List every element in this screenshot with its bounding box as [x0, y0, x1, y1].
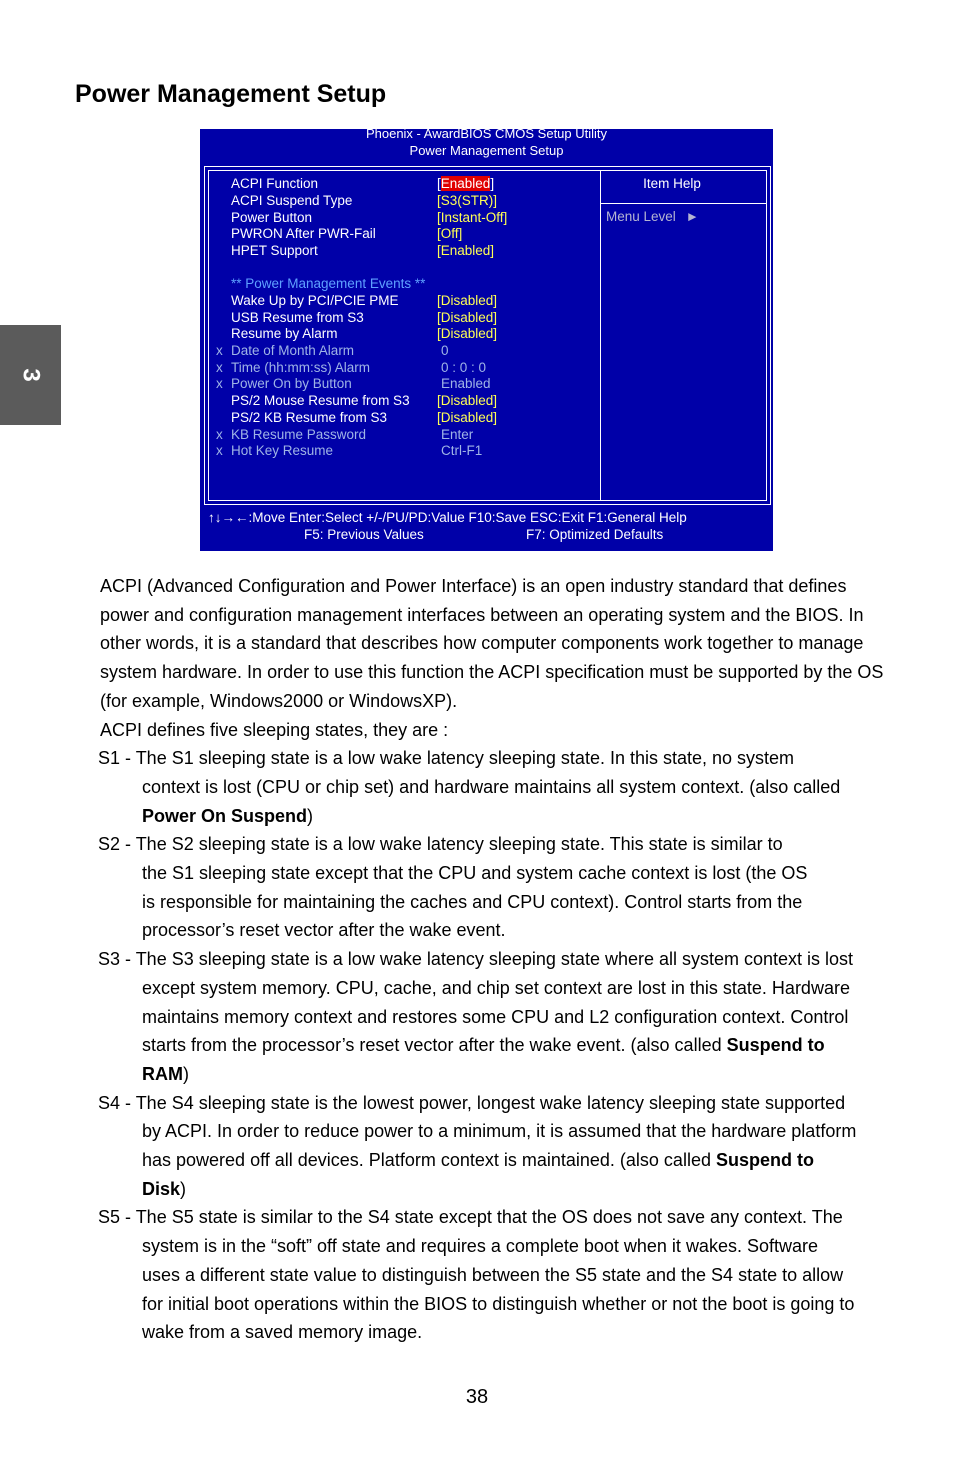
s4-bold-term: Suspend to	[715, 1150, 814, 1171]
bios-row-value: 0 : 0 : 0	[441, 360, 487, 375]
selected-value: Enabled	[440, 176, 491, 191]
s1-bold-term: Power On Suspend	[142, 805, 308, 826]
bios-header-subtitle: Power Management Setup	[409, 143, 564, 158]
bios-footer-prev: F5: Previous Values	[304, 527, 424, 542]
intro-paragraph: ACPI (Advanced Configuration and Power Interface) is an open industry standard that defines power and configuration management interfaces between an operating system and the BIOS. In other words, it is a standard that describes how computer components work together to manage system hardware. In order to use this function the ACPI specification must be supported by the OS (for example, Windows2000 or WindowsXP).	[100, 576, 884, 711]
bios-footer-opt: F7: Optimized Defaults	[526, 527, 664, 542]
bios-row-label: KB Resume Password	[231, 427, 367, 442]
bios-row-label: PS/2 KB Resume from S3	[231, 410, 388, 425]
s4-entry: S4 - The S4 sleeping state is the lowest power, longest wake latency sleeping state supported by ACPI. In order to reduce power to a minimum, it is assumed that the hardware platform has powered off all devices. Platform context is maintained. (also called Suspend to Disk)	[98, 1092, 857, 1199]
menu-level-label: Menu Level	[606, 209, 676, 224]
bios-row-label: ACPI Suspend Type	[231, 193, 353, 208]
bios-row-label: PS/2 Mouse Resume from S3	[231, 393, 410, 408]
bios-row-label: PWRON After PWR-Fail	[231, 226, 376, 241]
bios-row-value: Enter	[441, 427, 474, 442]
bios-help-separator	[601, 203, 766, 204]
bios-row-label: USB Resume from S3	[231, 310, 364, 325]
s5-entry: S5 - The S5 state is similar to the S4 state except that the OS does not save any context. The system is in the “soft” off state and requires a complete boot when it wakes. Software uses a different state value to distinguish between the S5 state and the S4 state to allow for initial boot operations within the BIOS to distinguish whether or not the boot is going to wake from a saved memory image.	[98, 1207, 855, 1343]
menu-level	[606, 209, 699, 224]
bios-row-label: HPET Support	[231, 243, 318, 258]
chapter-tab	[0, 325, 61, 425]
disabled-marker: x	[216, 360, 223, 375]
page-title: Power Management Setup	[75, 80, 387, 108]
disabled-marker: x	[216, 343, 223, 358]
bios-row-value: Ctrl-F1	[441, 443, 483, 458]
bios-row-value: [Disabled]	[437, 310, 498, 325]
events-heading: ** Power Management Events **	[231, 276, 426, 291]
bios-footer-keys: ↑↓→←:Move Enter:Select +/-/PU/PD:Value F10:Save ESC:Exit F1:General Help	[208, 510, 687, 525]
bios-row-label: Power Button	[231, 210, 313, 225]
s3-bold-term: Suspend to	[726, 1035, 825, 1056]
bios-row-value-selected: [Enabled]	[437, 176, 495, 191]
bios-row-value: [Instant-Off]	[437, 210, 508, 225]
bios-row-value: Enabled	[441, 376, 491, 391]
bios-row-label: ACPI Function	[231, 176, 319, 191]
item-help-title: Item Help	[643, 176, 701, 191]
bios-row-label: Resume by Alarm	[231, 326, 338, 341]
s2-entry: S2 - The S2 sleeping state is a low wake latency sleeping state. This state is similar to the S1 sleeping state except that the CPU and system cache context is lost (the OS is responsible for maintaining the caches and CPU context). Control starts from the processor’s reset vector after the wake event.	[98, 834, 808, 941]
bios-row-value: [Disabled]	[437, 410, 498, 425]
bios-row-value: 0	[441, 343, 449, 358]
s3-bold-term-cont: RAM	[142, 1063, 183, 1084]
disabled-marker: x	[216, 443, 223, 458]
bios-row-label: Time (hh:mm:ss) Alarm	[231, 360, 371, 375]
bios-row-value: [Disabled]	[437, 326, 498, 341]
bios-screenshot	[200, 126, 773, 551]
disabled-marker: x	[216, 376, 223, 391]
bios-header-title: Phoenix - AwardBIOS CMOS Setup Utility	[365, 126, 608, 141]
disabled-marker: x	[216, 427, 223, 442]
s4-bold-term-cont: Disk	[142, 1178, 181, 1199]
bios-help-divider	[600, 170, 601, 501]
page-number: 38	[465, 1386, 489, 1408]
bios-row-value: [Disabled]	[437, 293, 498, 308]
bios-row-value: [Disabled]	[437, 393, 498, 408]
bios-row-value: [Enabled]	[437, 243, 495, 258]
bios-row-value: [Off]	[437, 226, 463, 241]
bios-row-value: [S3(STR)]	[437, 193, 498, 208]
body-text	[100, 572, 910, 1347]
bios-row-label: Date of Month Alarm	[231, 343, 355, 358]
s1-entry: S1 - The S1 sleeping state is a low wake latency sleeping state. In this state, no system context is lost (CPU or chip set) and hardware maintains all system context. (also called Power On Suspend)	[98, 748, 841, 826]
chapter-number: 3	[17, 368, 45, 382]
bios-row-label: Wake Up by PCI/PCIE PME	[231, 293, 399, 308]
s3-entry: S3 - The S3 sleeping state is a low wake latency sleeping state where all system context is lost except system memory. CPU, cache, and chip set context are lost in this state. Hardware maintains memory context and restores some CPU and L2 configuration context. Control starts from the processor’s reset vector after the wake event. (also called Suspend to RAM)	[98, 949, 854, 1084]
bios-row-label: Hot Key Resume	[231, 443, 334, 458]
five-states-line: ACPI defines five sleeping states, they are :	[100, 719, 449, 740]
triangle-right-icon: ►	[685, 209, 699, 224]
bios-row-label: Power On by Button	[231, 376, 352, 391]
